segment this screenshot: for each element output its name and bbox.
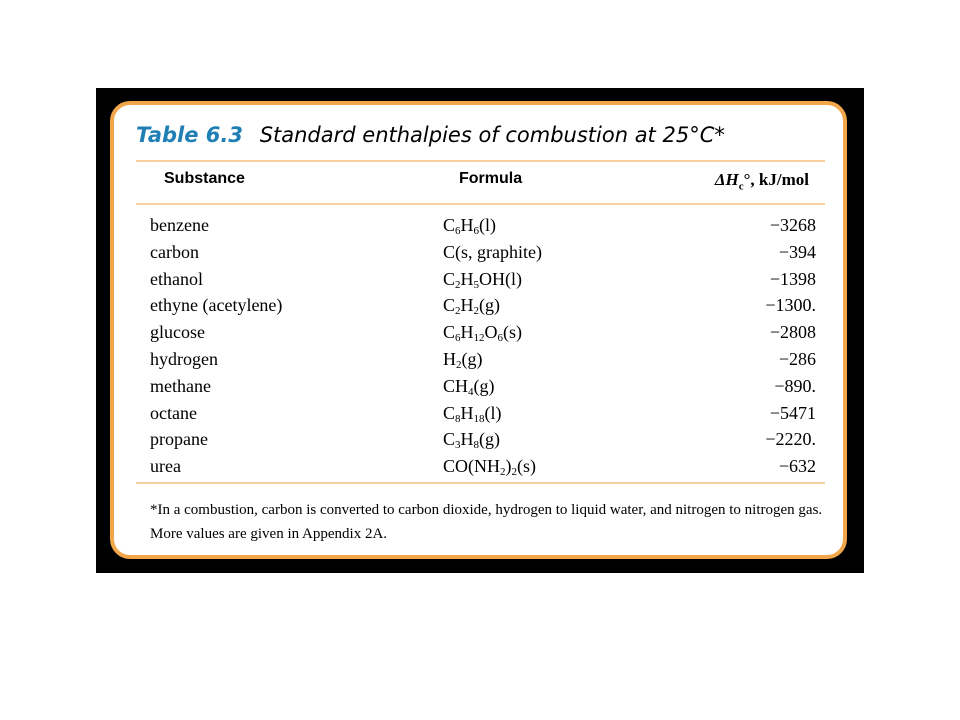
- header-substance: Substance: [164, 170, 245, 187]
- enthalpy-cell: −1300.: [765, 295, 816, 316]
- formula-cell: C(s, graphite): [443, 241, 542, 262]
- substance-cell: carbon: [150, 241, 199, 262]
- substance-cell: ethanol: [150, 268, 203, 289]
- enthalpy-cell: −286: [778, 348, 816, 369]
- table-row: [114, 427, 843, 454]
- enthalpy-cell: −1398: [769, 268, 816, 289]
- table-number: Table 6.3: [136, 123, 243, 147]
- table-row: [114, 293, 843, 320]
- formula-cell: $H_2(g)$: [443, 348, 483, 371]
- substance-cell: benzene: [150, 215, 209, 235]
- table-row: [114, 347, 843, 374]
- substance-cell: urea: [150, 456, 181, 477]
- substance-cell: glucose: [150, 322, 205, 343]
- table-title: [136, 123, 725, 147]
- table-body: [114, 213, 843, 481]
- table-row: [114, 374, 843, 401]
- header-formula: Formula: [459, 170, 523, 187]
- enthalpy-cell: −2808: [769, 322, 816, 343]
- substance-cell: ethyne (acetylene): [150, 295, 283, 316]
- substance-cell: octane: [150, 402, 197, 423]
- formula-cell: $C_6H_6(l)$: [443, 215, 497, 237]
- title-divider: [136, 160, 825, 162]
- table-row: [114, 320, 843, 347]
- footnote: *In a combustion, carbon is converted to carbon dioxide, hydrogen to liquid water, and nitrogen to nitrogen gas. More values are given in Appendix 2A.: [150, 502, 823, 542]
- enthalpy-cell: −3268: [769, 215, 816, 235]
- header-enthalpy-symbol: ΔH: [714, 170, 739, 189]
- enthalpy-cell: −394: [778, 241, 816, 262]
- formula-cell: $CO(NH_2)_2(s)$: [443, 456, 536, 479]
- table-title-text: Standard enthalpies of combustion at 25°C*: [259, 123, 725, 147]
- substance-cell: hydrogen: [150, 348, 218, 369]
- enthalpy-cell: −5471: [769, 402, 816, 423]
- formula-cell: $C_2H_2(g)$: [443, 295, 501, 318]
- formula-cell: $C_3H_8(g)$: [443, 429, 501, 452]
- header-enthalpy-suffix: °, kJ/mol: [743, 170, 809, 189]
- table-row: [114, 401, 843, 428]
- enthalpy-cell: −2220.: [765, 429, 816, 450]
- table-row: [114, 240, 843, 267]
- table-row: [114, 267, 843, 294]
- substance-cell: methane: [150, 375, 211, 396]
- image-frame: [96, 88, 864, 573]
- formula-cell: $CH_4(g)$: [443, 375, 495, 398]
- table-row: [114, 213, 843, 240]
- formula-cell: $C_6H_{12}O_6(s)$: [443, 322, 523, 345]
- formula-cell: $C_2H_5OH(l)$: [443, 268, 523, 291]
- formula-cell: $C_8H_{18}(l)$: [443, 402, 502, 425]
- footnote-divider: [136, 482, 825, 484]
- header-divider: [136, 203, 825, 205]
- enthalpy-cell: −632: [778, 456, 816, 477]
- enthalpy-cell: −890.: [774, 375, 816, 396]
- substance-cell: propane: [150, 429, 208, 450]
- table-row: [114, 454, 843, 481]
- table-card: [110, 101, 847, 559]
- header-enthalpy-sub: c: [738, 180, 744, 193]
- header-enthalpy: [715, 170, 809, 192]
